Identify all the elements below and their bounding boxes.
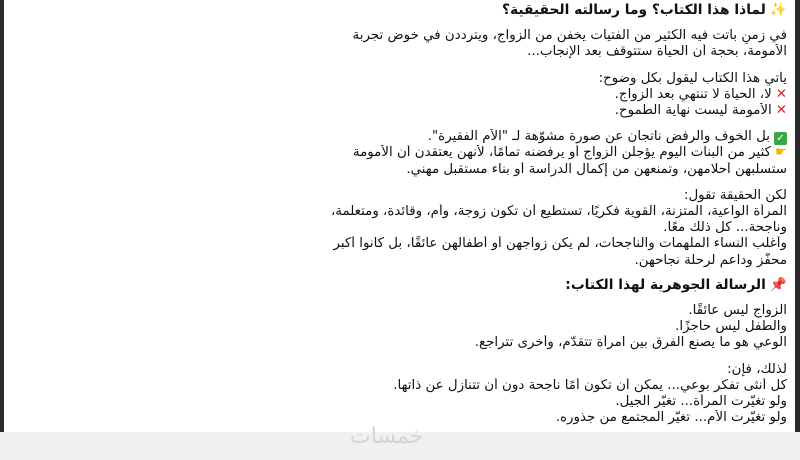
truth-line-4: محفّز وداعم لرحلة نجاحهن. [634, 252, 787, 268]
document-title: لماذا هذا الكتاب؟ وما رسالته الحقيقية؟ [501, 2, 766, 18]
so-line-2: ولو تغيّرت المرأة... تغيّر الجيل. [615, 394, 787, 410]
core-heading: الرسالة الجوهرية لهذا الكتاب: [565, 276, 766, 293]
so-line-1: كل أنثى تفكّر بوعي... يمكن أن تكون أمًا ناجحة دون أن تتنازل عن ذاتها. [393, 377, 787, 393]
many-girls-line-2: ستسلبهن أحلامهن، وتمنعهن من إكمال الدراسة أو بناء مستقبل مهني. [406, 161, 787, 177]
check-mark-icon: ✓ [774, 132, 787, 145]
core-line-1: الزواج ليس عائقًا. [688, 303, 787, 319]
sparkles-icon: ✨ [769, 2, 787, 18]
cross-mark-icon: ✕ [775, 103, 787, 119]
intro-line-1: في زمنٍ باتت فيه الكثير من الفتيات يخفن من الزواج، ويترددن في خوض تجربة [352, 28, 787, 44]
truth-line-1: المرأة الواعية، المتزنة، القوية فكريًا، تستطيع أن تكون زوجة، وأم، وقائدة، ومتعلمة، [330, 204, 787, 220]
core-line-3: الوعي هو ما يصنع الفرق بين امرأة تتقدّم، وأخرى تتراجع. [474, 335, 787, 351]
so-line-3: ولو تغيّرت الأم... تغيّر المجتمع من جذوره. [555, 410, 787, 426]
core-line-2: والطفل ليس حاجزًا. [675, 319, 787, 335]
many-girls-line-1 [0, 145, 787, 161]
clearly-point-2-text: الأمومة ليست نهاية الطموح. [614, 103, 772, 119]
right-edge-border [795, 0, 800, 460]
pin-icon: 📌 [769, 276, 787, 293]
clearly-point-2 [0, 103, 787, 119]
intro-line-2: الأمومة، بحجة أن الحياة ستتوقف بعد الإنجاب... [527, 44, 787, 60]
fear-line [0, 129, 787, 145]
pointing-hand-icon: ☛ [774, 145, 787, 161]
fear-line-text: بل الخوف والرفض ناتجان عن صورة مشوّهة لـ "الأم الفقيرة". [427, 129, 770, 145]
clearly-lead: يأتي هذا الكتاب ليقول بكل وضوح: [598, 70, 787, 86]
clearly-point-1-text: لا، الحياة لا تنتهي بعد الزواج. [614, 86, 772, 102]
truth-line-3: وأغلب النساء الملهمات والناجحات، لم يكن زواجهن أو أطفالهن عائقًا، بل كانوا أكبر [333, 236, 787, 252]
document-body [0, 2, 787, 426]
so-lead: لذلك، فإن: [727, 361, 787, 377]
clearly-point-1 [0, 87, 787, 103]
truth-line-2: وناجحة... كل ذلك معًا. [663, 220, 787, 236]
many-girls-line-1-text: كثير من البنات اليوم يؤجلن الزواج أو يرفضنه تمامًا، لأنهن يعتقدن أن الأمومة [352, 145, 771, 161]
cross-mark-icon: ✕ [775, 86, 787, 102]
truth-lead: لكن الحقيقة تقول: [683, 187, 787, 203]
watermark-logo: خمسات [350, 424, 424, 449]
core-heading-line [0, 277, 787, 293]
document-title-line [0, 2, 787, 18]
